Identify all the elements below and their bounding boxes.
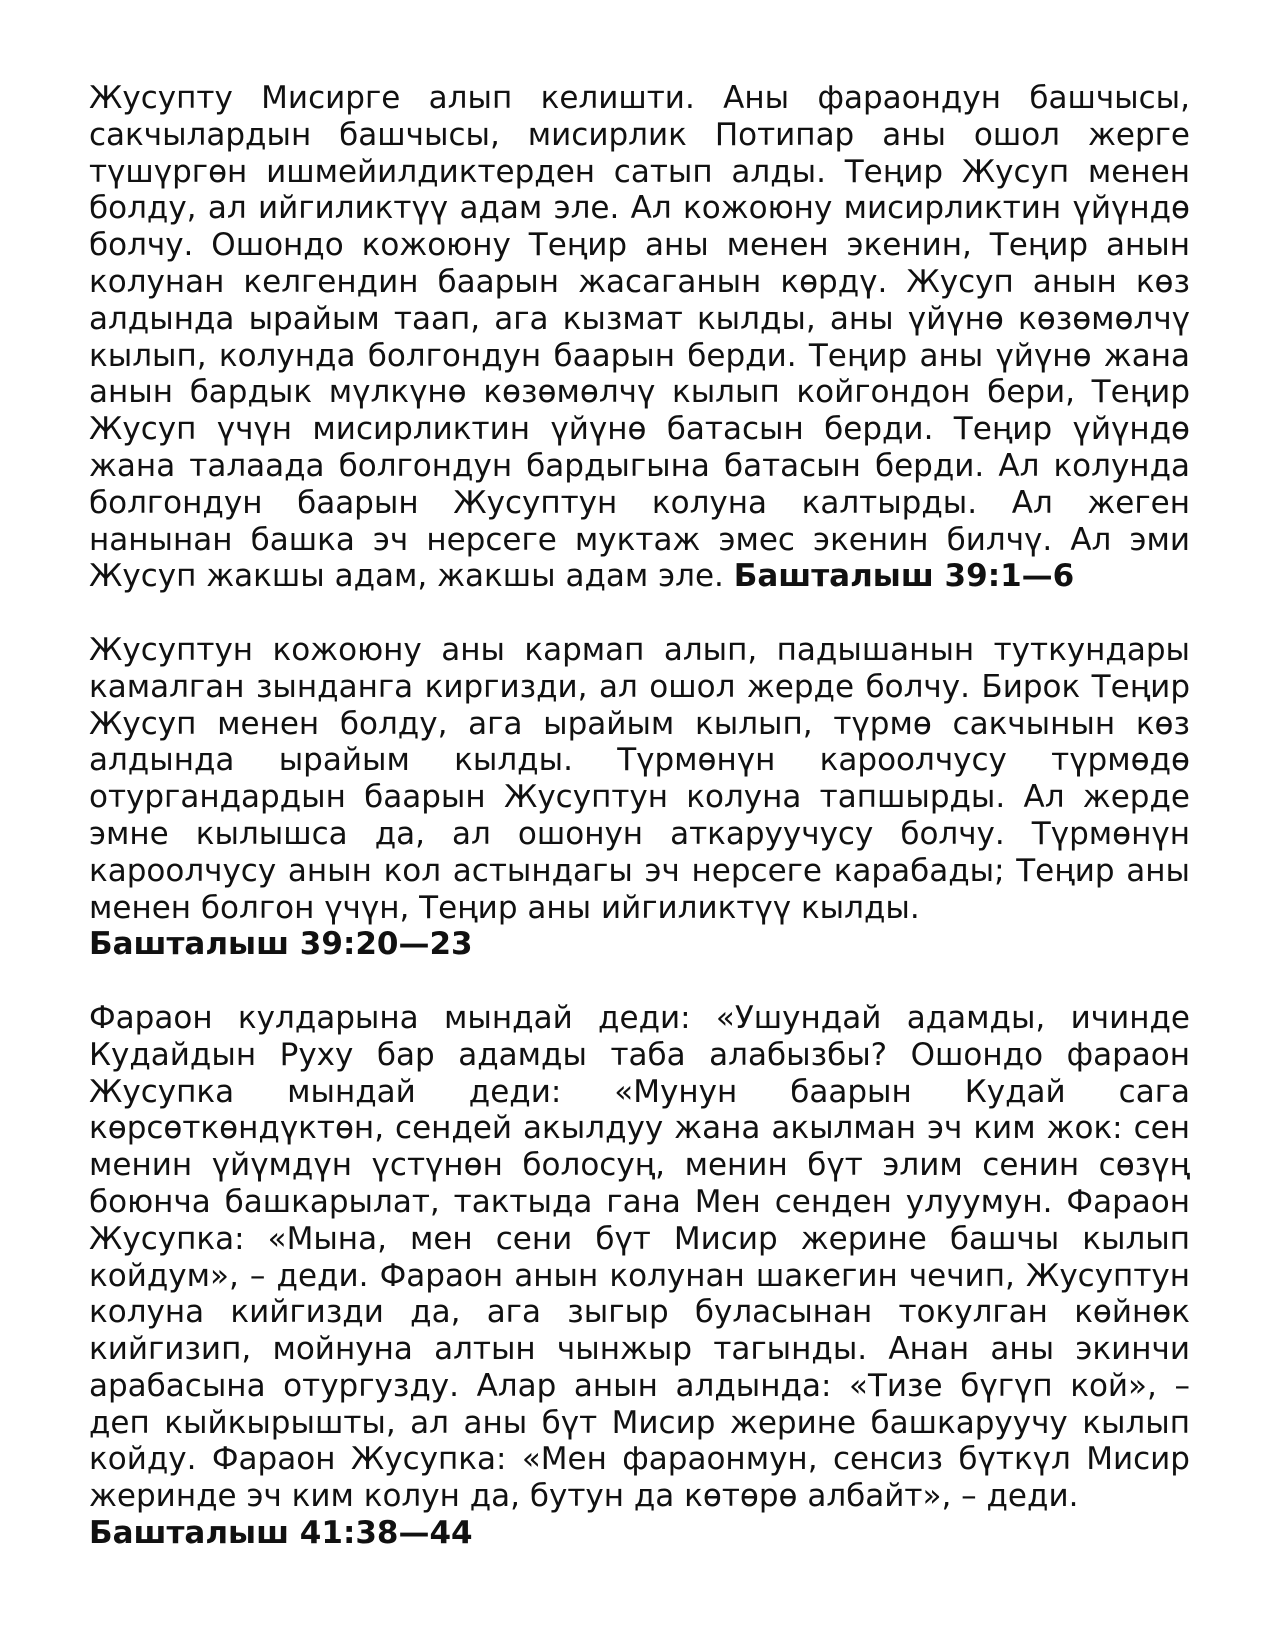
passage-1-reference: Башталыш 39:1—6 [733,558,1075,595]
passage-1-text: Жусупту Мисирге алып келишти. Аны фараондун башчысы, сакчылардын башчысы, мисирлик Потипар аны ошол жерге түшүргөн ишмейилдиктерден сатып алды. Теңир Жусуп менен болду, ал ийгиликтүү адам эле. Ал кожоюну мисирликтин үйүндө болчу. Ошондо кожоюну Теңир аны менен экенин, Теңир анын колунан келгендин баарын жасаганын көрдү. Жусуп анын көз алдында ырайым таап, ага кызмат кылды, аны үйүнө көзөмөлчү кылып, колунда болгондун баарын берди. Теңир аны үйүнө жана анын бардык мүлкүнө көзөмөлчү кылып койгондон бери, Теңир Жусуп үчүн мисирликтин үйүнө батасын берди. Теңир үйүндө жана талаада болгондун бардыгына батасын берди. Ал колунда болгондун баарын Жусуптун колуна калтырды. Ал жеген нанынан башка эч нерсеге муктаж эмес экенин билчү. Ал эми Жусуп жакшы адам, жакшы адам эле. [89,80,1190,595]
passage-3 [89,1000,1190,1552]
passage-2 [89,632,1190,963]
passage-1 [89,80,1190,595]
passage-2-reference: Башталыш 39:20—23 [89,926,473,963]
passage-3-reference: Башталыш 41:38—44 [89,1515,473,1552]
passage-3-text: Фараон кулдарына мындай деди: «Ушундай адамды, ичинде Кудайдын Руху бар адамды таба алабызбы? Ошондо фараон Жусупка мындай деди: «Мунун баарын Кудай сага көрсөткөндүктөн, сендей акылдуу жана акылман эч ким жок: сен менин үйүмдүн үстүнөн болосуң, менин бүт элим сенин сөзүң боюнча башкарылат, тактыда гана Мен сенден улуумун. Фараон Жусупка: «Мына, мен сени бүт Мисир жерине башчы кылып койдум», – деди. Фараон анын колунан шакегин чечип, Жусуптун колуна кийгизди да, ага зыгыр буласынан токулган көйнөк кийгизип, мойнуна алтын чынжыр тагынды. Анан аны экинчи арабасына отургузду. Алар анын алдында: «Тизе бүгүп кой», – деп кыйкырышты, ал аны бүт Мисир жерине башкаруучу кылып койду. Фараон Жусупка: «Мен фараонмун, сенсиз бүткүл Мисир жеринде эч ким колун да, бутун да көтөрө албайт», – деди. [89,999,1190,1515]
passage-2-text: Жусуптун кожоюну аны кармап алып, падышанын туткундары камалган зынданга киргизди, ал ошол жерде болчу. Бирок Теңир Жусуп менен болду, ага ырайым кылып, түрмө сакчынын көз алдында ырайым кылды. Түрмөнүн кароолчусу түрмөдө отургандардын баарын Жусуптун колуна тапшырды. Ал жерде эмне кылышса да, ал ошонун аткаруучусу болчу. Түрмөнүн кароолчусу анын кол астындагы эч нерсеге карабады; Теңир аны менен болгон үчүн, Теңир аны ийгиликтүү кылды. [89,631,1190,926]
document-page [89,80,1190,1589]
